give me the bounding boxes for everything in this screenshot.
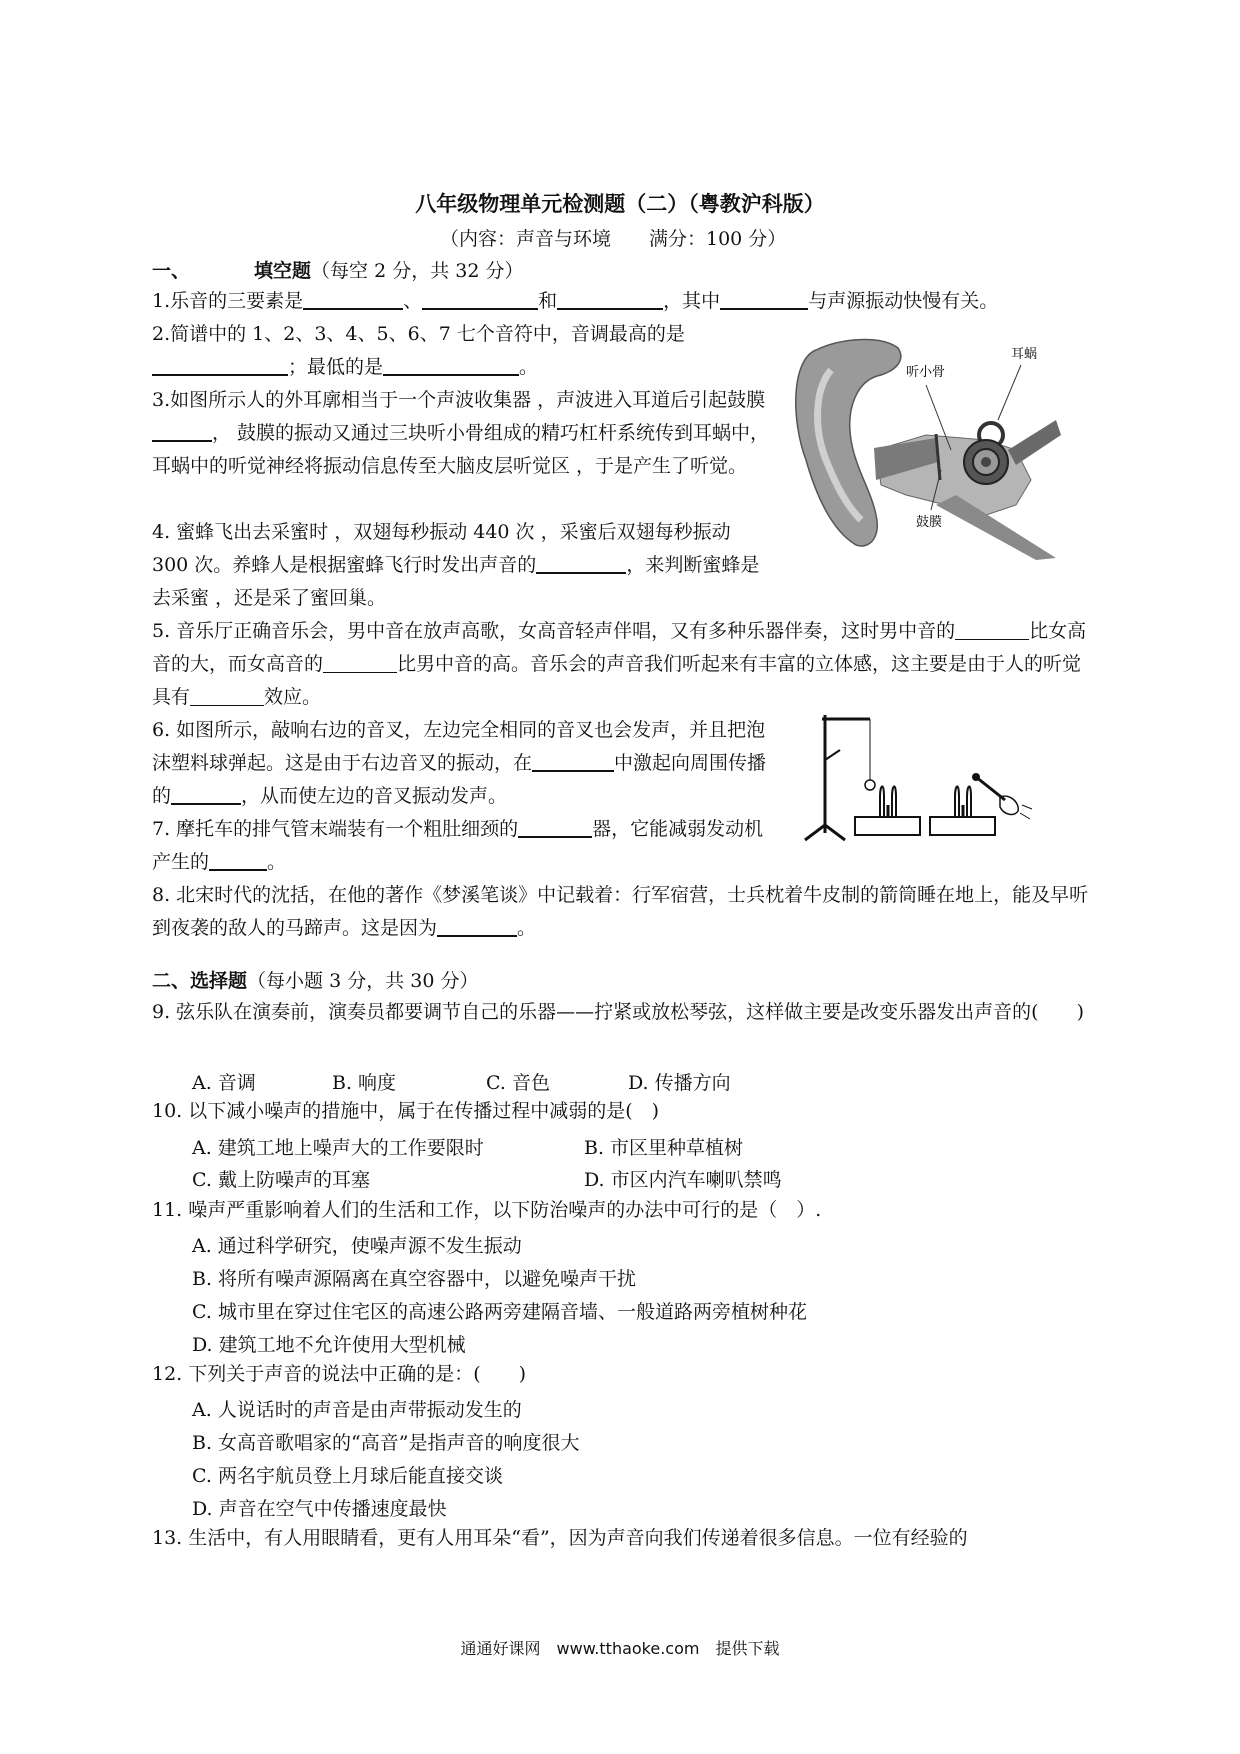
question-1-text-d: ，其中	[663, 290, 721, 312]
question-1-text-a: 1.乐音的三要素是	[152, 290, 304, 312]
question-2-text-a: 2.简谱中的 1、2、3、4、5、6、7 七个音符中，音调最高的是	[152, 323, 685, 345]
question-2	[152, 318, 792, 384]
question-7-text-a: 7. 摩托车的排气管末端装有一个粗肚细颈的	[152, 818, 519, 840]
question-1-text-b: 、	[403, 290, 423, 312]
page-footer: 通通好课网 www.tthaoke.com 提供下载	[460, 1639, 780, 1658]
answer-blank[interactable]	[422, 288, 538, 310]
section-1-score: （每空 2 分，共 32 分）	[311, 260, 524, 282]
question-8-text-a: 8. 北宋时代的沈括，在他的著作《梦溪笔谈》中记载着：行军宿营，士兵枕着牛皮制的箭筒睡在地上，能及早听到夜袭的敌人的马蹄声。这是因为	[152, 884, 1089, 939]
question-9-option-c[interactable]: C. 音色	[486, 1072, 550, 1094]
question-11: 11. 噪声严重影响着人们的生活和工作，以下防治噪声的办法中可行的是（ ）.	[152, 1199, 822, 1221]
question-12-option-c[interactable]: C. 两名宇航员登上月球后能直接交谈	[192, 1465, 503, 1487]
answer-blank[interactable]	[955, 619, 1029, 640]
question-10: 10. 以下减小噪声的措施中，属于在传播过程中减弱的是( )	[152, 1100, 660, 1122]
question-4-text-b: ，来判断蜜蜂是去采蜜 ，还是采了蜜回巢。	[152, 554, 760, 609]
question-6-text-a: 6. 如图所示，敲响右边的音叉，左边完全相同的音叉也会发声，并且把泡沫塑料球弹起。这是由于右边音叉的振动，在	[152, 719, 766, 774]
question-3	[152, 384, 772, 483]
answer-blank[interactable]	[720, 288, 808, 310]
section-2-heading	[152, 966, 478, 993]
ossicles-label: 听小骨	[906, 365, 946, 380]
question-9-option-b[interactable]: B. 响度	[332, 1072, 397, 1094]
question-9-option-a[interactable]: A. 音调	[192, 1072, 256, 1094]
cochlea-label: 耳蜗	[1011, 347, 1038, 362]
question-1	[152, 285, 1092, 318]
question-7-text-b: 器，它能减弱发动机产生的	[152, 818, 764, 873]
section-2-score: （每小题 3 分，共 30 分）	[247, 970, 479, 992]
question-3-text-b: ， 鼓膜的振动又通过三块听小骨组成的精巧杠杆系统传到耳蜗中，耳蜗中的听觉神经将振动信息传至大脑皮层听觉区 ，于是产生了听觉。	[152, 422, 770, 477]
question-10-option-a[interactable]: A. 建筑工地上噪声大的工作要限时	[192, 1137, 484, 1159]
question-7-text-c: 。	[267, 851, 287, 873]
question-4-text-a: 4. 蜜蜂飞出去采蜜时 ，双翅每秒振动 440 次 ，采蜜后双翅每秒振动 300 次。养蜂人是根据蜜蜂飞行时发出声音的	[152, 521, 731, 576]
question-2-text-c: 。	[519, 356, 539, 378]
eardrum-label: 鼓膜	[916, 515, 943, 530]
question-12-option-a[interactable]: A. 人说话时的声音是由声带振动发生的	[192, 1399, 522, 1421]
answer-blank[interactable]	[437, 915, 517, 937]
question-11-option-d[interactable]: D. 建筑工地不允许使用大型机械	[192, 1334, 466, 1356]
answer-blank[interactable]	[171, 783, 241, 805]
question-3-text-a: 3.如图所示人的外耳廓相当于一个声波收集器 ，声波进入耳道后引起鼓膜	[152, 389, 766, 411]
answer-blank[interactable]	[190, 685, 264, 706]
answer-blank[interactable]	[383, 354, 519, 376]
question-11-option-a[interactable]: A. 通过科学研究，使噪声源不发生振动	[192, 1235, 522, 1257]
section-1-heading	[152, 256, 523, 283]
question-10-option-d[interactable]: D. 市区内汽车喇叭禁鸣	[584, 1169, 782, 1191]
section-2-name: 选择题	[190, 970, 248, 992]
answer-blank[interactable]	[152, 420, 212, 442]
section-1-number: 一、	[152, 260, 191, 282]
ear-anatomy-figure	[786, 330, 1066, 570]
page-title: 八年级物理单元检测题（二）（粤教沪科版）	[415, 192, 825, 216]
tuning-fork-figure	[800, 705, 1050, 845]
question-7	[152, 813, 772, 879]
question-1-text-e: 与声源振动快慢有关。	[808, 290, 999, 312]
question-11-option-b[interactable]: B. 将所有噪声源隔离在真空容器中，以避免噪声干扰	[192, 1268, 637, 1290]
question-5-text-b: 比女高音的大，而女高音的	[152, 620, 1087, 675]
page-subtitle: （内容：声音与环境 满分：100 分）	[440, 228, 787, 250]
question-5-text-d: 效应。	[264, 686, 322, 708]
question-5-text-a: 5. 音乐厅正确音乐会，男中音在放声高歌，女高音轻声伴唱，又有多种乐器伴奏，这时男中音的	[152, 620, 956, 642]
question-9: 9. 弦乐队在演奏前，演奏员都要调节自己的乐器——拧紧或放松琴弦，这样做主要是改变乐器发出声音的( )	[152, 1001, 1084, 1023]
question-6-text-c: ，从而使左边的音叉振动发声。	[241, 785, 508, 807]
answer-blank[interactable]	[303, 288, 403, 310]
answer-blank[interactable]	[518, 816, 592, 838]
question-12-option-b[interactable]: B. 女高音歌唱家的“高音”是指声音的响度很大	[192, 1432, 580, 1454]
question-10-option-b[interactable]: B. 市区里种草植树	[584, 1137, 744, 1159]
question-5-text-c: 比男中音的高。音乐会的声音我们听起来有丰富的立体感，这主要是由于人的听觉具有	[152, 653, 1082, 708]
question-1-text-c: 和	[538, 290, 558, 312]
question-13: 13. 生活中，有人用眼睛看，更有人用耳朵“看”，因为声音向我们传递着很多信息。一位有经验的	[152, 1527, 968, 1549]
answer-blank[interactable]	[536, 552, 626, 574]
question-6	[152, 714, 782, 813]
question-8-text-b: 。	[517, 917, 537, 939]
question-5	[152, 615, 1092, 714]
answer-blank[interactable]	[323, 652, 397, 673]
question-4	[152, 516, 772, 615]
answer-blank[interactable]	[557, 288, 663, 310]
question-12: 12. 下列关于声音的说法中正确的是：( )	[152, 1363, 527, 1385]
section-2-number: 二、	[152, 970, 191, 992]
question-8	[152, 879, 1092, 945]
question-6-text-b: 中激起向周围传播的	[152, 752, 767, 807]
question-2-text-b: ；最低的是	[288, 356, 384, 378]
section-1-name: 填空题	[254, 260, 312, 282]
answer-blank[interactable]	[152, 354, 288, 376]
question-9-option-d[interactable]: D. 传播方向	[628, 1072, 731, 1094]
question-11-option-c[interactable]: C. 城市里在穿过住宅区的高速公路两旁建隔音墙、一般道路两旁植树种花	[192, 1301, 807, 1323]
question-12-option-d[interactable]: D. 声音在空气中传播速度最快	[192, 1498, 447, 1520]
answer-blank[interactable]	[209, 849, 267, 871]
question-10-option-c[interactable]: C. 戴上防噪声的耳塞	[192, 1169, 370, 1191]
answer-blank[interactable]	[532, 750, 614, 772]
